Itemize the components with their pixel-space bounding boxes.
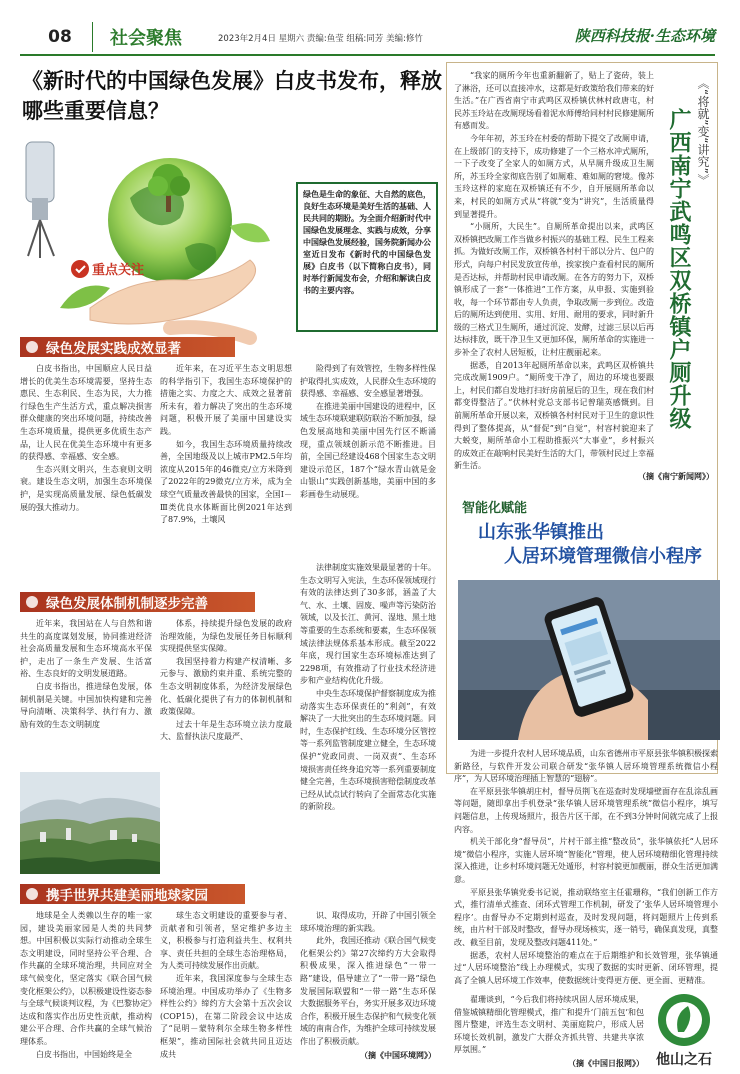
smart-label: 智能化赋能 [462,501,528,516]
issue-info: 2023年2月4日 星期六 责编:鱼莹 组稿:同芳 美编:修竹 [218,34,423,44]
s3-column-3: 识、取得成功，开辟了中国引领全球环境治理的新实践。 此外，我国还推动《联合国气候变化框架公约》第27次缔约方大会取得积极成果，深入推进绿色“一带一路”建设，倡导建立了“一带一路”绿色发展国际联盟和“一带一路”生态环保大数据服务平台，务实开展多双边环境合作，积极开展生态保护和气候变化领域的南南合作，为维护全球可持续发展作出了积极贡献。 （摘《中国环境网》） [300,911,436,1060]
s1-column-1: 白皮书指出，中国顺应人民日益增长的优美生态环境需要，坚持生态惠民、生态利民、生态为民，大力推行绿色生产生活方式，重点解决损害群众健康的突出环境问题，持续改善生态环境质量，提供更多优质生态产品，让人民在优美生态环境中有更多的获得感、幸福感、安全感。 生态兴则文明兴，生态衰则文明衰。建设生态文明，加强生态环境保护，是实现高质量发展、绿色低碳发展的强大推动力。 [20,364,152,512]
header-divider [20,54,715,56]
right-article-title: 广西南宁武鸣区双桥镇户厕升级 [666,108,691,430]
tashanzhishi-logo [648,990,720,1068]
right-article-subtitle: 《“将就”变“讲究”》 [696,76,710,186]
section-title-practice: 绿色发展实践成效显著 [20,337,235,357]
section-title-mechanism: 绿色发展体制机制逐步完善 [20,592,255,612]
s1-column-2: 近年来，在习近平生态文明思想的科学指引下，我国生态环境保护的措施之实、力度之大、成效之显著前所未有，着力解决了突出的生态环境问题，积极开展了美丽中国建设实践。 如今，我国生态环境质量持续改善，全国地级及以上城市PM2.5年均浓度从2015年的46微克/立方米降到了2022年的29微克/立方米，成为全球空气质量改善最快的国家，全国Ⅰ－Ⅲ类优良水体断面比例2021年达到了87.9%，土壤风 [160,364,292,525]
section-name: 社会聚焦 [110,28,182,49]
city-hills-photo [20,772,160,874]
right-article-credit: （摘《南宁新闻网》） [638,471,714,481]
publication-name: 陕西科技报·生态环境 [574,26,715,45]
focus-badge-text: 重点关注 [92,263,145,278]
s1-column-3: 险得到了有效管控，生物多样性保护取得扎实成效，人民群众生态环境的获得感、幸福感、安全感显著增强。 在推进美丽中国建设的进程中，区域生态环境联建联防联治不断加强，绿色发展高地和美丽中国先行区不断涌现，重点领域创新示范不断推进。目前，全国已经建设468个国家生态文明建设示范区，187个“绿水青山就是金山银山”实践创新基地，美丽中国的多彩画卷生动展现。 [300,364,436,499]
s2-column-2: 体系，持续提升绿色发展的政府治理效能，为绿色发展任务目标顺利实现提供坚实保障。 我国坚持着力构建产权清晰、多元参与、激励约束并重、系统完整的生态文明制度体系，为经济发展绿色化、低碳化提供了有力的体制机制和政策保障。 过去十年是生态环境立法力度最大、监督执法尺度最严、 [160,619,292,742]
wechat-article-body: 为进一步提升农村人居环境品质，山东省德州市平原县张华镇积极探索新路径，与软件开发公司联合研发“张华镇人居环境管理系统微信小程序”，为人居环境治理插上智慧的“翅膀”。 在平原县张华镇胡庄村，督导员荆飞在巡查时发现墙壁面存在乱涂乱画等问题，随即拿出手机登录“张华镇人居环境管理系统”微信小程序，填写问题信息，上传现场照片，报告片区干部，在不到3分钟时间就完成了上报内容。 机关干部化身“督导员”，片村干部主推“整改员”，张华镇依托“人居环境”微信小程序，实施人居环境“智能化”管理，使人居环境精细化管理持续深入推进，让乡村环境问题无处遁形，村容村貌更加靓丽，群众生活更加满意。 平原县张华镇党委书记说，推动联络室主任霍珊称，“我们创新工作方式，推行清单式推查、闭环式管理工作机制，研发了‘张华人居环境管理小程序’。由督导办不定期到村巡查，及时发现问题，将问题照片上传到系统，由片村干部及时整改，督导办现场核实，逐一销号，确保真发现，真整改、截至目前，发现及整改问题411处。” 据悉，农村人居环境整治的难点在于后期维护和长效管理，张华镇通过“人居环境整治”线上办理模式，实现了数据的实时更新、闭环管理，提高了全镇人居环境工作效率，使数据统计变得更方便、更全面、更精准。 [454,749,718,985]
phone-hand-photo [458,580,720,740]
intro-summary: 绿色是生命的象征、大自然的底色，良好生态环境是美好生活的基础、人民共同的期盼。为全面介绍新时代中国绿色发展理念、实践与成效，分享中国绿色发展经验，国务院新闻办公室近日发布《新时代的中国绿色发展》白皮书（以下简称白皮书），同时举行新闻发布会，介绍和解读白皮书的主要内容。 [296,182,438,332]
main-headline: 《新时代的中国绿色发展》白皮书发布，释放哪些重要信息？ [22,69,442,123]
logo-text: 他山之石 [656,1052,712,1068]
s2-column-1: 近年来，我国站在人与自然和谐共生的高度谋划发展，协同推进经济社会高质量发展和生态环境高水平保护，走出了一条生产发展、生活富裕、生态良好的文明发展道路。 白皮书指出，推进绿色发展，体制机制是关键。中国加快构建和完善导向清晰、决策科学、执行有力、激励有效的生态文明制度 [20,619,152,729]
wechat-title-line1: 山东张华镇推出 [478,522,604,543]
s3-column-2: 球生态文明建设的重要参与者、贡献者和引领者，坚定维护多边主义，积极参与打造利益共生、权利共享、责任共担的全球生态治理格局，为人类可持续发展作出贡献。 近年来，我国深度参与全球生态环境治理。中国成功举办了《生物多样性公约》缔约方大会第十五次会议(COP15)，在第二阶段会议中达成了“昆明－蒙特利尔全球生物多样性框架”，推动国际社会就共同且迈达成共 [160,911,292,1059]
section-title-world: 携手世界共建美丽地球家园 [20,884,245,904]
s2-column-3: 法律制度实施效果最显著的十年。生态文明写入宪法，生态环保领域现行有效的法律达到了30多部，涵盖了大气、水、土壤、固废、噪声等污染防治领域，以及长江、黄河、湿地、黑土地等重要的生态系统和要素，生态环保领域法律法规体系基本形成。截至2022年底，现行国家生态环境标准达到了2298项，有效推动了行业技术经济进步和产业结构优化升级。 中央生态环境保护督察制度成为推动落实生态环保责任的“利剑”，有效解决了一大批突出的生态环境问题。同时，生态保护红线、生态环境分区管控等一系列监管制度建立健全，生态环境保护“党政同责、一岗双责”、生态环境损害责任终身追究等一系列重要制度健全完善，生态环境损害赔偿制度改革已经从试点试行转向了全面常态化实施的新阶段。 [300,563,436,812]
globe-hand-illustration [20,138,292,348]
wechat-title-line2: 人居环境管理微信小程序 [504,546,702,567]
s3-column-1: 地球是全人类赖以生存的唯一家园，建设美丽家园是人类的共同梦想。中国积极以实际行动推动全球生态文明建设，同时坚持公平合理、合作共赢的全球环境治理，共同应对全球气候变化，坚定落实《联合国气候变化框架公约》，以积极建设性姿态参与全球气候谈判议程，为《巴黎协定》达成和落实作出历史性贡献，推动构建公平合理、合作共赢的全球气候治理体系。 白皮书指出，中国始终是全 [20,911,152,1059]
page-number: 08 [28,22,93,52]
telescope-icon [26,142,54,258]
right-article-body: “我家的厕所今年也重新翻新了，贴上了瓷砖，装上了淋浴，还可以直接冲水，这都是好政策给我们带来的好生活。”在广西省南宁市武鸣区双桥镇伏林村政唐屯，村民苏玉玲站在改厕现场看着泥水师傅给同村村民修建厕所有感而发。 今年年初，苏玉玲在村委的帮助下提交了改厕申请，在上级部门的支持下，成功修建了一个三格水冲式厕所，一下子改变了全家人的如厕方式，从早厕升级成卫生厕所，苏玉玲全家彻底告别了如厕难、难如厕的窘境。像苏玉玲这样的家庭在双桥镇还有不少，自开展厕所革命以来，村民的如厕方式从“将就”变为“讲究”，生活质量得到显著提升。 “小厕所，大民生”。自厕所革命提出以来，武鸣区双桥镇把改厕工作当做乡村振兴的基础工程、民生工程来抓。为做好改厕工作，双桥镇各村村干部以分片、包户的形式，向每户村民发放宣传单，挨家挨户查看村民的厕所是否达标，并帮助村民申请改厕。在各方的努力下，双桥镇形成了一套“一体推进”工作方案，从申报、实施到验收，每一个环节都由专人负责，争取改厕一步到位。改造后的厕所达到使用、实用、好用、耐用的要求，同时新升级的三格式卫生厕所，通过沉淀、发酵，过滤三层以后再达标排放，既干净卫生又更加环保，厕所革命的实施进一步补全了农村人居短板，让村庄靓丽起来。 据悉，自2013年起厕所革命以来，武鸣区双桥镇共完成改厕1909户。“厕所变干净了，周边的环境也要跟上，村民们都自发地打扫好房前屋后的卫生，现在我们村都变得整洁了。”伏林村党总支部书记曾瑞英感慨到。目前厕所革命开展以来，双桥镇各村村民对于卫生的意识性得到了整体提高，从“督促”到“自觉”，村容村貌迎来了大蜕变，厕所革命小工程助推振兴“大事业”，乡村振兴的成效正在敲响村民美好生活的大门，带领村民过上幸福新生活。 [454,71,654,471]
focus-badge [71,260,144,278]
wechat-article-body-end: 翟珊谈到，“今后我们将持续巩固人居环境成果，借鉴城镇精细化管理模式，推广和提升‘门前五包’和包图片整建，评选生态文明村、美丽庭院户，形成人居环境长效机制，激发广大群众齐抓共管、共建共享浓厚氛围。” （摘《中国日报网》） [454,995,644,1068]
